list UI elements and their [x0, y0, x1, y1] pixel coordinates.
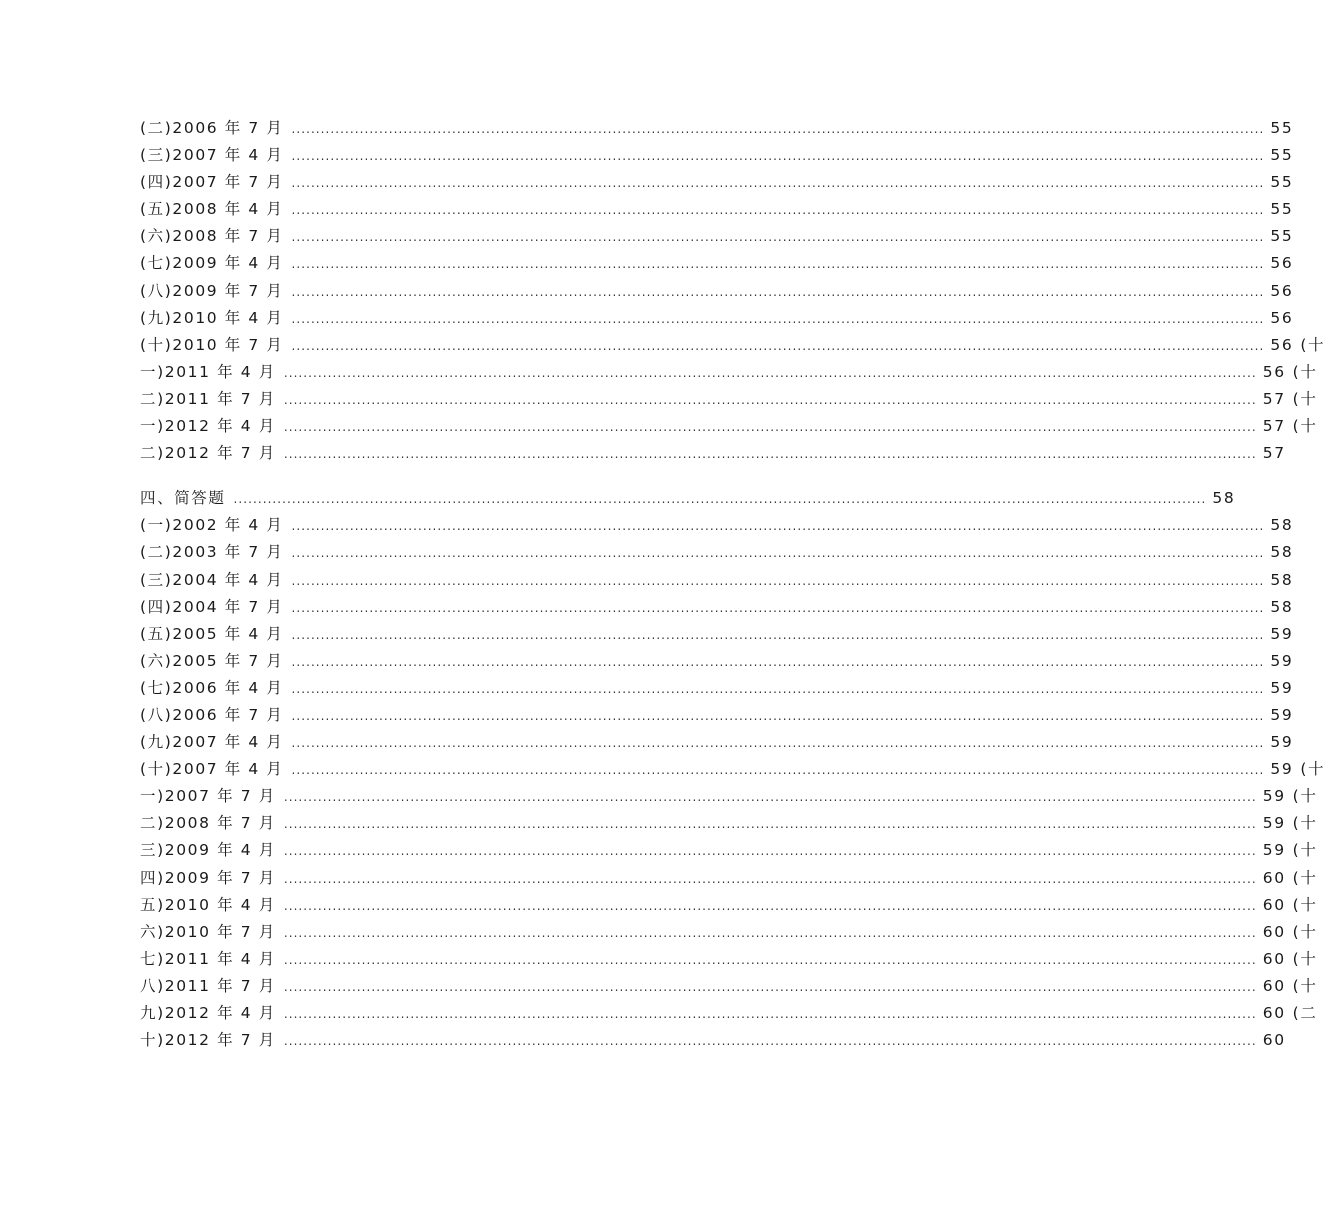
toc-entry-label: 九)2012 年 4 月	[140, 1004, 276, 1022]
toc-entry-wrapped-prefix: (十	[1292, 922, 1318, 941]
toc-entry[interactable]	[140, 512, 1294, 539]
dot-leader: ........................................................................................................................................................................................................	[291, 681, 1265, 696]
toc-entry-page-number: 59	[1262, 787, 1286, 806]
toc-entry[interactable]	[140, 648, 1294, 675]
toc-entry-page-number: 58	[1270, 543, 1294, 562]
dot-leader: ........................................................................................................................................................................................................	[283, 420, 1257, 435]
toc-entry[interactable]	[140, 729, 1294, 756]
toc-entry-page-number: 57	[1262, 389, 1286, 408]
toc-entry[interactable]	[140, 973, 1318, 1000]
toc-entry[interactable]	[140, 783, 1318, 810]
toc-entry-wrapped-prefix: (二	[1292, 1004, 1318, 1022]
toc-entry[interactable]	[140, 332, 1325, 359]
toc-entry-wrapped-prefix: (十	[1300, 335, 1325, 354]
dot-leader: ........................................................................................................................................................................................................	[283, 871, 1257, 886]
dot-leader: ........................................................................................................................................................................................................	[291, 519, 1265, 534]
dot-leader: ........................................................................................................................................................................................................	[283, 1034, 1257, 1049]
toc-entry-label: (十)2007 年 4 月	[140, 760, 284, 779]
dot-leader: ........................................................................................................................................................................................................	[283, 898, 1257, 913]
toc-entry[interactable]	[140, 946, 1318, 973]
toc-entry[interactable]	[140, 485, 1236, 512]
dot-leader: ........................................................................................................................................................................................................	[291, 176, 1265, 191]
dot-leader: ........................................................................................................................................................................................................	[283, 844, 1257, 859]
toc-entry-wrapped-prefix: (十	[1292, 787, 1318, 806]
toc-entry-wrapped-prefix: (十	[1292, 868, 1318, 887]
toc-entry[interactable]	[140, 892, 1318, 919]
toc-entry[interactable]	[140, 702, 1294, 729]
toc-entry-label: 六)2010 年 7 月	[140, 922, 276, 941]
dot-leader: ........................................................................................................................................................................................................	[233, 492, 1207, 507]
toc-entry[interactable]	[140, 621, 1294, 648]
toc-entry-label: (五)2008 年 4 月	[140, 200, 284, 219]
toc-entry[interactable]	[140, 539, 1294, 566]
toc-entry-label: 十)2012 年 7 月	[140, 1031, 276, 1050]
toc-entry-label: (一)2002 年 4 月	[140, 516, 284, 535]
toc-entry-page-number: 59	[1270, 733, 1294, 752]
toc-entry-label: 四、简答题	[140, 489, 226, 508]
toc-entry-label: (九)2007 年 4 月	[140, 733, 284, 752]
dot-leader: ........................................................................................................................................................................................................	[291, 338, 1265, 353]
toc-entry-page-number: 55	[1270, 173, 1294, 192]
toc-entry-page-number: 56	[1270, 281, 1294, 300]
toc-entry-page-number: 58	[1270, 597, 1294, 616]
toc-entry-label: 三)2009 年 4 月	[140, 841, 276, 860]
toc-entry-wrapped-prefix: (十	[1292, 895, 1318, 914]
toc-entry-label: (六)2005 年 7 月	[140, 651, 284, 670]
dot-leader: ........................................................................................................................................................................................................	[283, 817, 1257, 832]
toc-entry-label: (七)2006 年 4 月	[140, 678, 284, 697]
toc-entry[interactable]	[140, 1027, 1286, 1054]
toc-entry-page-number: 60	[1262, 1004, 1286, 1022]
dot-leader: ........................................................................................................................................................................................................	[291, 149, 1265, 164]
toc-entry-page-number: 55	[1270, 146, 1294, 165]
toc-entry-page-number: 57	[1262, 444, 1286, 463]
toc-entry-label: 一)2012 年 4 月	[140, 417, 276, 436]
dot-leader: ........................................................................................................................................................................................................	[291, 122, 1265, 136]
toc-entry-label: (四)2004 年 7 月	[140, 597, 284, 616]
dot-leader: ........................................................................................................................................................................................................	[283, 790, 1257, 805]
toc-entry-page-number: 60	[1262, 949, 1286, 968]
toc-entry-page-number: 56	[1270, 254, 1294, 273]
toc-entry-page-number: 59	[1270, 678, 1294, 697]
toc-entry-page-number: 57	[1262, 417, 1286, 436]
toc-entry-label: 五)2010 年 4 月	[140, 895, 276, 914]
dot-leader: ........................................................................................................................................................................................................	[291, 546, 1265, 561]
dot-leader: ........................................................................................................................................................................................................	[283, 1007, 1257, 1021]
toc-entry[interactable]	[140, 169, 1294, 196]
dot-leader: ........................................................................................................................................................................................................	[291, 230, 1265, 245]
toc-entry[interactable]	[140, 567, 1294, 594]
toc-entry[interactable]	[140, 810, 1318, 837]
toc-entry[interactable]	[140, 386, 1318, 413]
toc-entry-label: 二)2011 年 7 月	[140, 389, 276, 408]
toc-entry-page-number: 58	[1270, 516, 1294, 535]
toc-entry[interactable]	[140, 837, 1318, 864]
toc-entry[interactable]	[140, 594, 1294, 621]
toc-section	[140, 485, 1325, 1054]
toc-entry-page-number: 60	[1262, 868, 1286, 887]
toc-entry-page-number: 56	[1270, 335, 1294, 354]
toc-entry-label: (四)2007 年 7 月	[140, 173, 284, 192]
dot-leader: ........................................................................................................................................................................................................	[291, 708, 1265, 723]
toc-entry-page-number: 60	[1262, 922, 1286, 941]
dot-leader: ........................................................................................................................................................................................................	[283, 952, 1257, 967]
dot-leader: ........................................................................................................................................................................................................	[291, 284, 1265, 299]
dot-leader: ........................................................................................................................................................................................................	[291, 600, 1265, 615]
toc-entry-page-number: 58	[1212, 489, 1236, 508]
dot-leader: ........................................................................................................................................................................................................	[283, 925, 1257, 940]
toc-entry-label: 七)2011 年 4 月	[140, 949, 276, 968]
toc-entry-page-number: 60	[1262, 895, 1286, 914]
toc-entry-label: (六)2008 年 7 月	[140, 227, 284, 246]
toc-entry-page-number: 59	[1262, 841, 1286, 860]
toc-entry-page-number: 60	[1262, 976, 1286, 995]
toc-entry[interactable]	[140, 1000, 1318, 1027]
toc-entry-label: 一)2007 年 7 月	[140, 787, 276, 806]
dot-leader: ........................................................................................................................................................................................................	[283, 365, 1257, 380]
toc-entry-page-number: 59	[1270, 705, 1294, 724]
toc-entry[interactable]	[140, 919, 1318, 946]
dot-leader: ........................................................................................................................................................................................................	[283, 979, 1257, 994]
toc-entry-wrapped-prefix: (十	[1292, 389, 1318, 408]
toc-entry-page-number: 55	[1270, 200, 1294, 219]
toc-entry-wrapped-prefix: (十	[1292, 814, 1318, 833]
dot-leader: ........................................................................................................................................................................................................	[291, 763, 1265, 778]
toc-entry-page-number: 56	[1262, 362, 1286, 381]
toc-entry-label: (八)2006 年 7 月	[140, 705, 284, 724]
toc-entry[interactable]	[140, 413, 1318, 440]
toc-entry[interactable]	[140, 865, 1318, 892]
toc-entry[interactable]	[140, 305, 1294, 332]
toc-entry-label: (十)2010 年 7 月	[140, 335, 284, 354]
toc-entry-page-number: 60	[1262, 1031, 1286, 1050]
toc-entry[interactable]	[140, 115, 1294, 142]
toc-entry-page-number: 55	[1270, 227, 1294, 246]
toc-entry-page-number: 59	[1262, 814, 1286, 833]
toc-entry-label: (五)2005 年 4 月	[140, 624, 284, 643]
toc-entry-label: (七)2009 年 4 月	[140, 254, 284, 273]
toc-entry-page-number: 59	[1270, 651, 1294, 670]
toc-entry-page-number: 59	[1270, 760, 1294, 779]
dot-leader: ........................................................................................................................................................................................................	[291, 627, 1265, 642]
toc-entry[interactable]	[140, 278, 1294, 305]
toc-entry-wrapped-prefix: (十	[1300, 760, 1325, 779]
toc-entry-page-number: 59	[1270, 624, 1294, 643]
toc-entry-wrapped-prefix: (十	[1292, 362, 1318, 381]
toc-section	[140, 115, 1325, 467]
dot-leader: ........................................................................................................................................................................................................	[291, 257, 1265, 272]
toc-entry[interactable]	[140, 142, 1294, 169]
dot-leader: ........................................................................................................................................................................................................	[283, 447, 1257, 462]
toc-entry-label: 二)2008 年 7 月	[140, 814, 276, 833]
toc-entry[interactable]	[140, 359, 1318, 386]
dot-leader: ........................................................................................................................................................................................................	[291, 203, 1265, 218]
toc-entry-label: (二)2006 年 7 月	[140, 119, 284, 137]
toc-entry[interactable]	[140, 756, 1325, 783]
toc-entry[interactable]	[140, 675, 1294, 702]
toc-entry-label: (八)2009 年 7 月	[140, 281, 284, 300]
toc-entry-label: (三)2004 年 4 月	[140, 570, 284, 589]
table-of-contents	[140, 115, 1325, 1054]
toc-entry-page-number: 55	[1270, 119, 1294, 137]
dot-leader: ........................................................................................................................................................................................................	[291, 573, 1265, 588]
toc-entry-label: 八)2011 年 7 月	[140, 976, 276, 995]
toc-entry-wrapped-prefix: (十	[1292, 976, 1318, 995]
toc-entry[interactable]	[140, 196, 1294, 223]
toc-entry-wrapped-prefix: (十	[1292, 841, 1318, 860]
toc-entry-label: (九)2010 年 4 月	[140, 308, 284, 327]
dot-leader: ........................................................................................................................................................................................................	[291, 654, 1265, 669]
toc-entry-page-number: 58	[1270, 570, 1294, 589]
dot-leader: ........................................................................................................................................................................................................	[283, 392, 1257, 407]
dot-leader: ........................................................................................................................................................................................................	[291, 736, 1265, 751]
toc-entry-label: (二)2003 年 7 月	[140, 543, 284, 562]
toc-entry[interactable]	[140, 250, 1294, 277]
toc-entry-wrapped-prefix: (十	[1292, 417, 1318, 436]
toc-entry-label: (三)2007 年 4 月	[140, 146, 284, 165]
toc-entry-wrapped-prefix: (十	[1292, 949, 1318, 968]
dot-leader: ........................................................................................................................................................................................................	[291, 311, 1265, 326]
toc-entry-label: 一)2011 年 4 月	[140, 362, 276, 381]
toc-entry[interactable]	[140, 440, 1286, 467]
toc-entry[interactable]	[140, 223, 1294, 250]
toc-entry-label: 二)2012 年 7 月	[140, 444, 276, 463]
toc-entry-page-number: 56	[1270, 308, 1294, 327]
toc-entry-label: 四)2009 年 7 月	[140, 868, 276, 887]
